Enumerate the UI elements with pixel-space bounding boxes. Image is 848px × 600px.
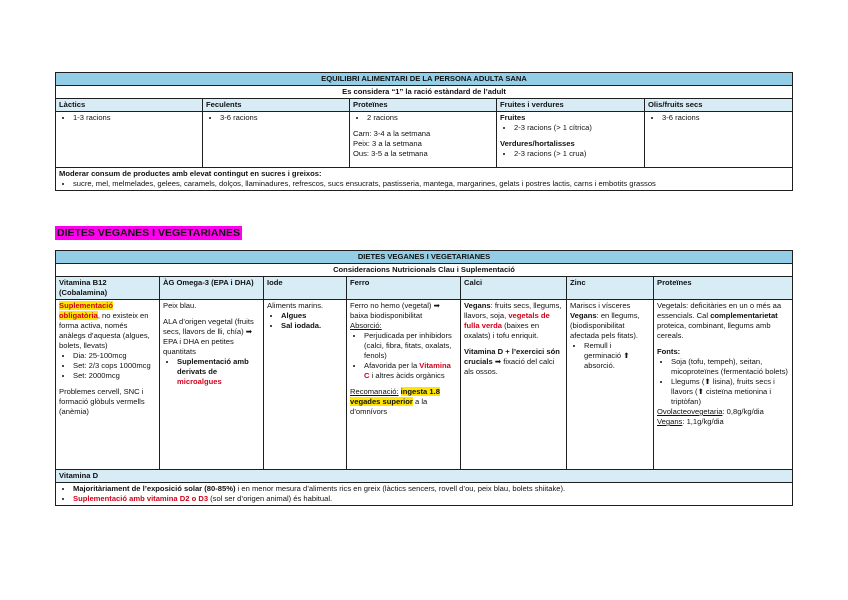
cell-olis: • 3-6 racions — [645, 112, 793, 168]
vitd-row: • Majoritàriament de l’exposició solar (80-85%) i en menor mesura d’aliments rics en greix (làctics sencers, rovell d’ou, peix blau, bolets shiitake). • Suplementació amb vitamina D2 o D3 (sol ser d’origen animal) és habitual. — [56, 483, 793, 506]
col-feculents: Feculents — [203, 99, 350, 112]
cell-calci: Vegans: fruits secs, llegums, llavors, soja, vegetals de fulla verda (baixes en oxalats) i tofu enriquit. Vitamina D + l’exercici són crucials ➡ fixació del calci als ossos. — [461, 300, 567, 470]
cell-ferro: Ferro no hemo (vegetal) ➡ baixa biodisponibilitat Absorció: • Perjudicada per inhibidors (calci, fibra, fitats, oxalats, fenols) • Afavorida per la Vitamina C i altres àcids orgànics Recomanació: ingesta 1.8 vegades superior a la d’omnívors — [347, 300, 461, 470]
balance-table-subtitle: Es considera “1” la ració estàndard de l’adult — [56, 86, 793, 99]
cell-lactics: • 1-3 racions — [56, 112, 203, 168]
col-omega3: ÀG Omega-3 (EPA i DHA) — [160, 277, 264, 300]
col-fruites: Fruites i verdures — [497, 99, 645, 112]
cell-zinc: Mariscs i vísceres Vegans: en llegums, (biodisponibilitat afectada pels fitats). • Remull i germinació ⬆ absorció. — [567, 300, 654, 470]
section-title: DIETES VEGANES I VEGETARIANES — [57, 227, 241, 239]
cell-proteines: • 2 racions Carn: 3-4 a la setmana Peix: 3 a la setmana Ous: 3-5 a la setmana — [350, 112, 497, 168]
cell-fruites: Fruites • 2-3 racions (> 1 cítrica) Verdures/hortalisses • 2-3 racions (> 1 crua) — [497, 112, 645, 168]
col-iode: Iode — [264, 277, 347, 300]
cell-omega3: Peix blau. ALA d’origen vegetal (fruits secs, llavors de lli, chía) ➡ EPA i DHA en petites quantitats • Suplementació amb derivats de microalgues — [160, 300, 264, 470]
col-b12: Vitamina B12 (Cobalamina) — [56, 277, 160, 300]
cell-feculents: • 3-6 racions — [203, 112, 350, 168]
col-proteines: Proteïnes — [654, 277, 793, 300]
cell-proteines: Vegetals: deficitàries en un o més aa essencials. Cal complementarietat proteica, combinant, llegums amb cereals. Fonts: • Soja (tofu, tempeh), seitan, micoproteïnes (fermentació bolets) • Llegums (⬆ lisina), fruits secs i llavors (⬆ cisteïna metionina i triptòfan) Ovolacteovegetaria: 0,8g/kg/dia Vegans: 1,1g/kg/dia — [654, 300, 793, 470]
balance-table-title: EQUILIBRI ALIMENTARI DE LA PERSONA ADULTA SANA — [56, 73, 793, 86]
col-calci: Calci — [461, 277, 567, 300]
cell-iode: Aliments marins. • Algues • Sal iodada. — [264, 300, 347, 470]
vegan-table-title: DIETES VEGANES I VEGETARIANES — [56, 251, 793, 264]
cell-b12: Suplementació obligatòria, no existeix en forma activa, només anàlegs d’aquesta (algues, bolets, llevats) • Dia: 25-100mcg • Set: 2/3 cops 1000mcg • Set: 2000mcg Problemes cervell, SNC i formació glòbuls vermells (anèmia) — [56, 300, 160, 470]
col-ferro: Ferro — [347, 277, 461, 300]
col-lactics: Làctics — [56, 99, 203, 112]
vitd-title: Vitamina D — [56, 470, 793, 483]
vegan-table-subtitle: Consideracions Nutricionals Clau i Suplementació — [56, 264, 793, 277]
balance-table — [55, 72, 793, 191]
col-olis: Olis/fruits secs — [645, 99, 793, 112]
vegan-table — [55, 250, 793, 506]
col-zinc: Zinc — [567, 277, 654, 300]
moderar-row: Moderar consum de productes amb elevat contingut en sucres i greixos: • sucre, mel, melmelades, gelees, caramels, dolços, llaminadures, refrescos, sucs ensucrats, pastisseria, mantega, margarines, gelats i postres lactis, carns i embotits grassos — [56, 168, 793, 191]
col-proteines: Proteïnes — [350, 99, 497, 112]
